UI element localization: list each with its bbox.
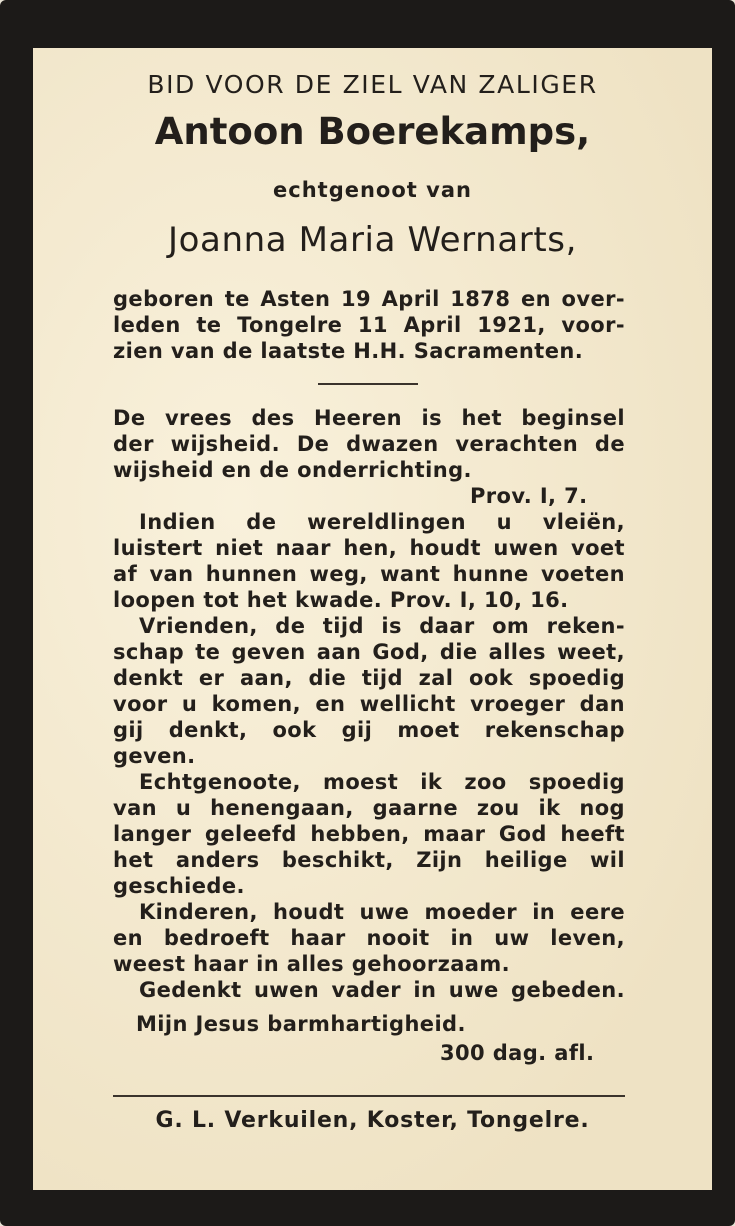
text-line: van u henengaan, gaarne zou ik nog xyxy=(113,796,625,820)
separator-short xyxy=(318,383,418,385)
text-block xyxy=(113,405,625,1003)
text-line: Echtgenoote, moest ik zoo spoedig xyxy=(139,770,625,794)
text-line: loopen tot het kwade. Prov. I, 10, 16. xyxy=(113,588,569,612)
bio-line: leden te Tongelre 11 April 1921, voor- xyxy=(113,313,625,337)
footer-printer: G. L. Verkuilen, Koster, Tongelre. xyxy=(155,1108,590,1133)
text-line: geven. xyxy=(113,744,196,768)
bio-line: zien van de laatste H.H. Sacramenten. xyxy=(113,339,584,363)
text-line: Indien de wereldlingen u vleiën, xyxy=(139,510,625,534)
text-line: langer geleefd hebben, maar God heeft xyxy=(113,822,625,846)
text-line: Vrienden, de tijd is daar om reken- xyxy=(139,614,625,638)
text-line: De vrees des Heeren is het beginsel xyxy=(113,406,625,430)
spouse-name: Joanna Maria Wernarts, xyxy=(168,220,577,260)
text-line: weest haar in alles gehoorzaam. xyxy=(113,952,511,976)
bio-block xyxy=(113,286,625,364)
text-line: het anders beschikt, Zijn heilige wil xyxy=(113,848,625,872)
text-line: wijsheid en de onderrichting. xyxy=(113,458,472,482)
text-line: gij denkt, ook gij moet rekenschap xyxy=(113,718,625,742)
deceased-name: Antoon Boerekamps, xyxy=(154,110,591,153)
text-line: en bedroeft haar nooit in uw leven, xyxy=(113,926,625,950)
relation-label: echtgenoot van xyxy=(273,178,472,202)
text-line: luistert niet naar hen, houdt uwen voet xyxy=(113,536,625,560)
card-paper xyxy=(33,48,712,1190)
prayer-heading: BID VOOR DE ZIEL VAN ZALIGER xyxy=(147,70,598,99)
indulgence-note: 300 dag. afl. xyxy=(440,1041,595,1065)
text-line: af van hunnen weg, want hunne voeten xyxy=(113,562,625,586)
prayer-line: Mijn Jesus barmhartigheid. xyxy=(136,1012,466,1036)
text-line: denkt er aan, die tijd zal ook spoedig xyxy=(113,666,625,690)
separator-long xyxy=(113,1095,625,1097)
text-line: Kinderen, houdt uwe moeder in eere xyxy=(139,900,625,924)
scripture-ref: Prov. I, 7. xyxy=(470,484,588,508)
bio-line: geboren te Asten 19 April 1878 en over- xyxy=(113,287,625,311)
text-line: der wijsheid. De dwazen verachten de xyxy=(113,432,625,456)
text-line: schap te geven aan God, die alles weet, xyxy=(113,640,625,664)
text-line: Gedenkt uwen vader in uwe gebeden. xyxy=(139,978,625,1002)
text-line: voor u komen, en wellicht vroeger dan xyxy=(113,692,625,716)
text-line: geschiede. xyxy=(113,874,245,898)
